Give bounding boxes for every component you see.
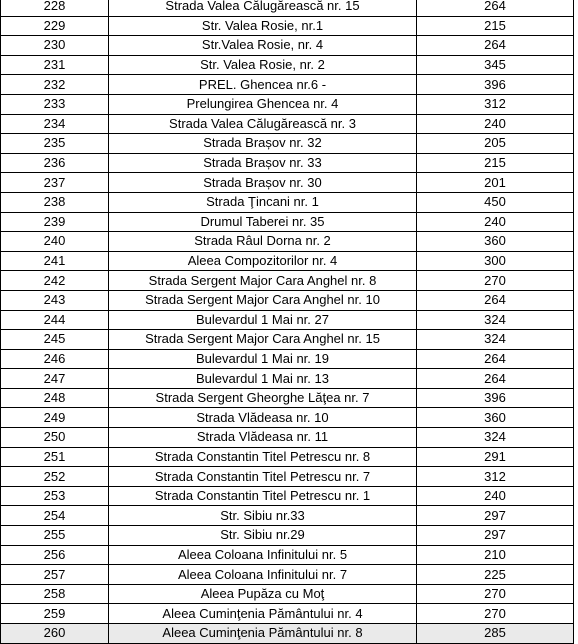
value-cell: 264 bbox=[417, 369, 574, 389]
table-row bbox=[1, 604, 574, 624]
value-cell: 270 bbox=[417, 584, 574, 604]
address-cell: Strada Sergent Gheorghe Lăţea nr. 7 bbox=[109, 388, 417, 408]
row-number-cell: 255 bbox=[1, 526, 109, 546]
address-cell: Strada Brașov nr. 32 bbox=[109, 134, 417, 154]
value-cell: 291 bbox=[417, 447, 574, 467]
address-cell: Bulevardul 1 Mai nr. 13 bbox=[109, 369, 417, 389]
table-row bbox=[1, 173, 574, 193]
row-number-cell: 257 bbox=[1, 565, 109, 585]
value-cell: 240 bbox=[417, 486, 574, 506]
row-number-cell: 229 bbox=[1, 16, 109, 36]
row-number-cell: 259 bbox=[1, 604, 109, 624]
address-cell: Strada Sergent Major Cara Anghel nr. 8 bbox=[109, 271, 417, 291]
value-cell: 396 bbox=[417, 75, 574, 95]
address-cell: Strada Vlădeasa nr. 10 bbox=[109, 408, 417, 428]
table-row bbox=[1, 408, 574, 428]
address-cell: Strada Constantin Titel Petrescu nr. 8 bbox=[109, 447, 417, 467]
table-row bbox=[1, 526, 574, 546]
value-cell: 270 bbox=[417, 271, 574, 291]
row-number-cell: 247 bbox=[1, 369, 109, 389]
row-number-cell: 240 bbox=[1, 232, 109, 252]
row-number-cell: 244 bbox=[1, 310, 109, 330]
table-row bbox=[1, 447, 574, 467]
table-row bbox=[1, 153, 574, 173]
address-cell: Bulevardul 1 Mai nr. 19 bbox=[109, 349, 417, 369]
row-number-cell: 252 bbox=[1, 467, 109, 487]
table-row bbox=[1, 94, 574, 114]
row-number-cell: 253 bbox=[1, 486, 109, 506]
value-cell: 264 bbox=[417, 0, 574, 16]
table-row bbox=[1, 565, 574, 585]
address-cell: Strada Vlădeasa nr. 11 bbox=[109, 428, 417, 448]
address-cell: Aleea Compozitorilor nr. 4 bbox=[109, 251, 417, 271]
row-number-cell: 251 bbox=[1, 447, 109, 467]
value-cell: 270 bbox=[417, 604, 574, 624]
value-cell: 205 bbox=[417, 134, 574, 154]
address-cell: Strada Ţincani nr. 1 bbox=[109, 192, 417, 212]
table-row bbox=[1, 55, 574, 75]
table-row bbox=[1, 310, 574, 330]
row-number-cell: 233 bbox=[1, 94, 109, 114]
address-cell: Strada Râul Dorna nr. 2 bbox=[109, 232, 417, 252]
row-number-cell: 239 bbox=[1, 212, 109, 232]
table-row bbox=[1, 251, 574, 271]
table-row bbox=[1, 349, 574, 369]
address-cell: Aleea Coloana Infinitului nr. 7 bbox=[109, 565, 417, 585]
value-cell: 312 bbox=[417, 467, 574, 487]
address-cell: Strada Valea Călugărească nr. 15 bbox=[109, 0, 417, 16]
table-row bbox=[1, 0, 574, 16]
table-row bbox=[1, 290, 574, 310]
row-number-cell: 258 bbox=[1, 584, 109, 604]
row-number-cell: 249 bbox=[1, 408, 109, 428]
row-number-cell: 241 bbox=[1, 251, 109, 271]
row-number-cell: 260 bbox=[1, 624, 109, 644]
table-row bbox=[1, 36, 574, 56]
table-row bbox=[1, 192, 574, 212]
value-cell: 240 bbox=[417, 212, 574, 232]
address-cell: Bulevardul 1 Mai nr. 27 bbox=[109, 310, 417, 330]
value-cell: 215 bbox=[417, 153, 574, 173]
value-cell: 312 bbox=[417, 94, 574, 114]
value-cell: 324 bbox=[417, 330, 574, 350]
value-cell: 360 bbox=[417, 408, 574, 428]
table-row bbox=[1, 16, 574, 36]
table-row bbox=[1, 114, 574, 134]
table-row bbox=[1, 428, 574, 448]
value-cell: 297 bbox=[417, 526, 574, 546]
table-row bbox=[1, 467, 574, 487]
table-row bbox=[1, 486, 574, 506]
address-cell: Aleea Coloana Infinitului nr. 5 bbox=[109, 545, 417, 565]
row-number-cell: 232 bbox=[1, 75, 109, 95]
address-cell: Str. Valea Rosie, nr.1 bbox=[109, 16, 417, 36]
value-cell: 264 bbox=[417, 290, 574, 310]
value-cell: 201 bbox=[417, 173, 574, 193]
row-number-cell: 235 bbox=[1, 134, 109, 154]
table-row bbox=[1, 271, 574, 291]
table-row bbox=[1, 134, 574, 154]
table-row bbox=[1, 506, 574, 526]
table-row bbox=[1, 584, 574, 604]
value-cell: 285 bbox=[417, 624, 574, 644]
address-cell: Str. Sibiu nr.33 bbox=[109, 506, 417, 526]
row-number-cell: 234 bbox=[1, 114, 109, 134]
table-row bbox=[1, 232, 574, 252]
value-cell: 210 bbox=[417, 545, 574, 565]
value-cell: 324 bbox=[417, 310, 574, 330]
address-cell: Prelungirea Ghencea nr. 4 bbox=[109, 94, 417, 114]
address-cell: Strada Constantin Titel Petrescu nr. 1 bbox=[109, 486, 417, 506]
value-cell: 264 bbox=[417, 349, 574, 369]
address-cell: PREL. Ghencea nr.6 - bbox=[109, 75, 417, 95]
row-number-cell: 236 bbox=[1, 153, 109, 173]
row-number-cell: 238 bbox=[1, 192, 109, 212]
row-number-cell: 256 bbox=[1, 545, 109, 565]
address-cell: Strada Constantin Titel Petrescu nr. 7 bbox=[109, 467, 417, 487]
value-cell: 345 bbox=[417, 55, 574, 75]
row-number-cell: 248 bbox=[1, 388, 109, 408]
value-cell: 297 bbox=[417, 506, 574, 526]
address-cell: Str. Valea Rosie, nr. 2 bbox=[109, 55, 417, 75]
table-row bbox=[1, 624, 574, 644]
row-number-cell: 243 bbox=[1, 290, 109, 310]
row-number-cell: 231 bbox=[1, 55, 109, 75]
table-row bbox=[1, 75, 574, 95]
address-cell: Strada Brașov nr. 33 bbox=[109, 153, 417, 173]
row-number-cell: 245 bbox=[1, 330, 109, 350]
table-row bbox=[1, 545, 574, 565]
address-cell: Strada Brașov nr. 30 bbox=[109, 173, 417, 193]
address-cell: Str.Valea Rosie, nr. 4 bbox=[109, 36, 417, 56]
value-cell: 300 bbox=[417, 251, 574, 271]
address-cell: Strada Valea Călugărească nr. 3 bbox=[109, 114, 417, 134]
row-number-cell: 230 bbox=[1, 36, 109, 56]
row-number-cell: 242 bbox=[1, 271, 109, 291]
row-number-cell: 254 bbox=[1, 506, 109, 526]
address-cell: Drumul Taberei nr. 35 bbox=[109, 212, 417, 232]
address-cell: Str. Sibiu nr.29 bbox=[109, 526, 417, 546]
value-cell: 215 bbox=[417, 16, 574, 36]
row-number-cell: 246 bbox=[1, 349, 109, 369]
address-cell: Aleea Cuminţenia Pământului nr. 4 bbox=[109, 604, 417, 624]
address-cell: Strada Sergent Major Cara Anghel nr. 15 bbox=[109, 330, 417, 350]
address-cell: Aleea Pupăza cu Moţ bbox=[109, 584, 417, 604]
row-number-cell: 228 bbox=[1, 0, 109, 16]
row-number-cell: 237 bbox=[1, 173, 109, 193]
value-cell: 360 bbox=[417, 232, 574, 252]
value-cell: 324 bbox=[417, 428, 574, 448]
table-body bbox=[1, 0, 574, 643]
value-cell: 225 bbox=[417, 565, 574, 585]
table-row bbox=[1, 369, 574, 389]
table-row bbox=[1, 212, 574, 232]
table-row bbox=[1, 388, 574, 408]
value-cell: 450 bbox=[417, 192, 574, 212]
address-cell: Strada Sergent Major Cara Anghel nr. 10 bbox=[109, 290, 417, 310]
row-number-cell: 250 bbox=[1, 428, 109, 448]
value-cell: 240 bbox=[417, 114, 574, 134]
value-cell: 264 bbox=[417, 36, 574, 56]
address-cell: Aleea Cuminţenia Pământului nr. 8 bbox=[109, 624, 417, 644]
value-cell: 396 bbox=[417, 388, 574, 408]
table-row bbox=[1, 330, 574, 350]
